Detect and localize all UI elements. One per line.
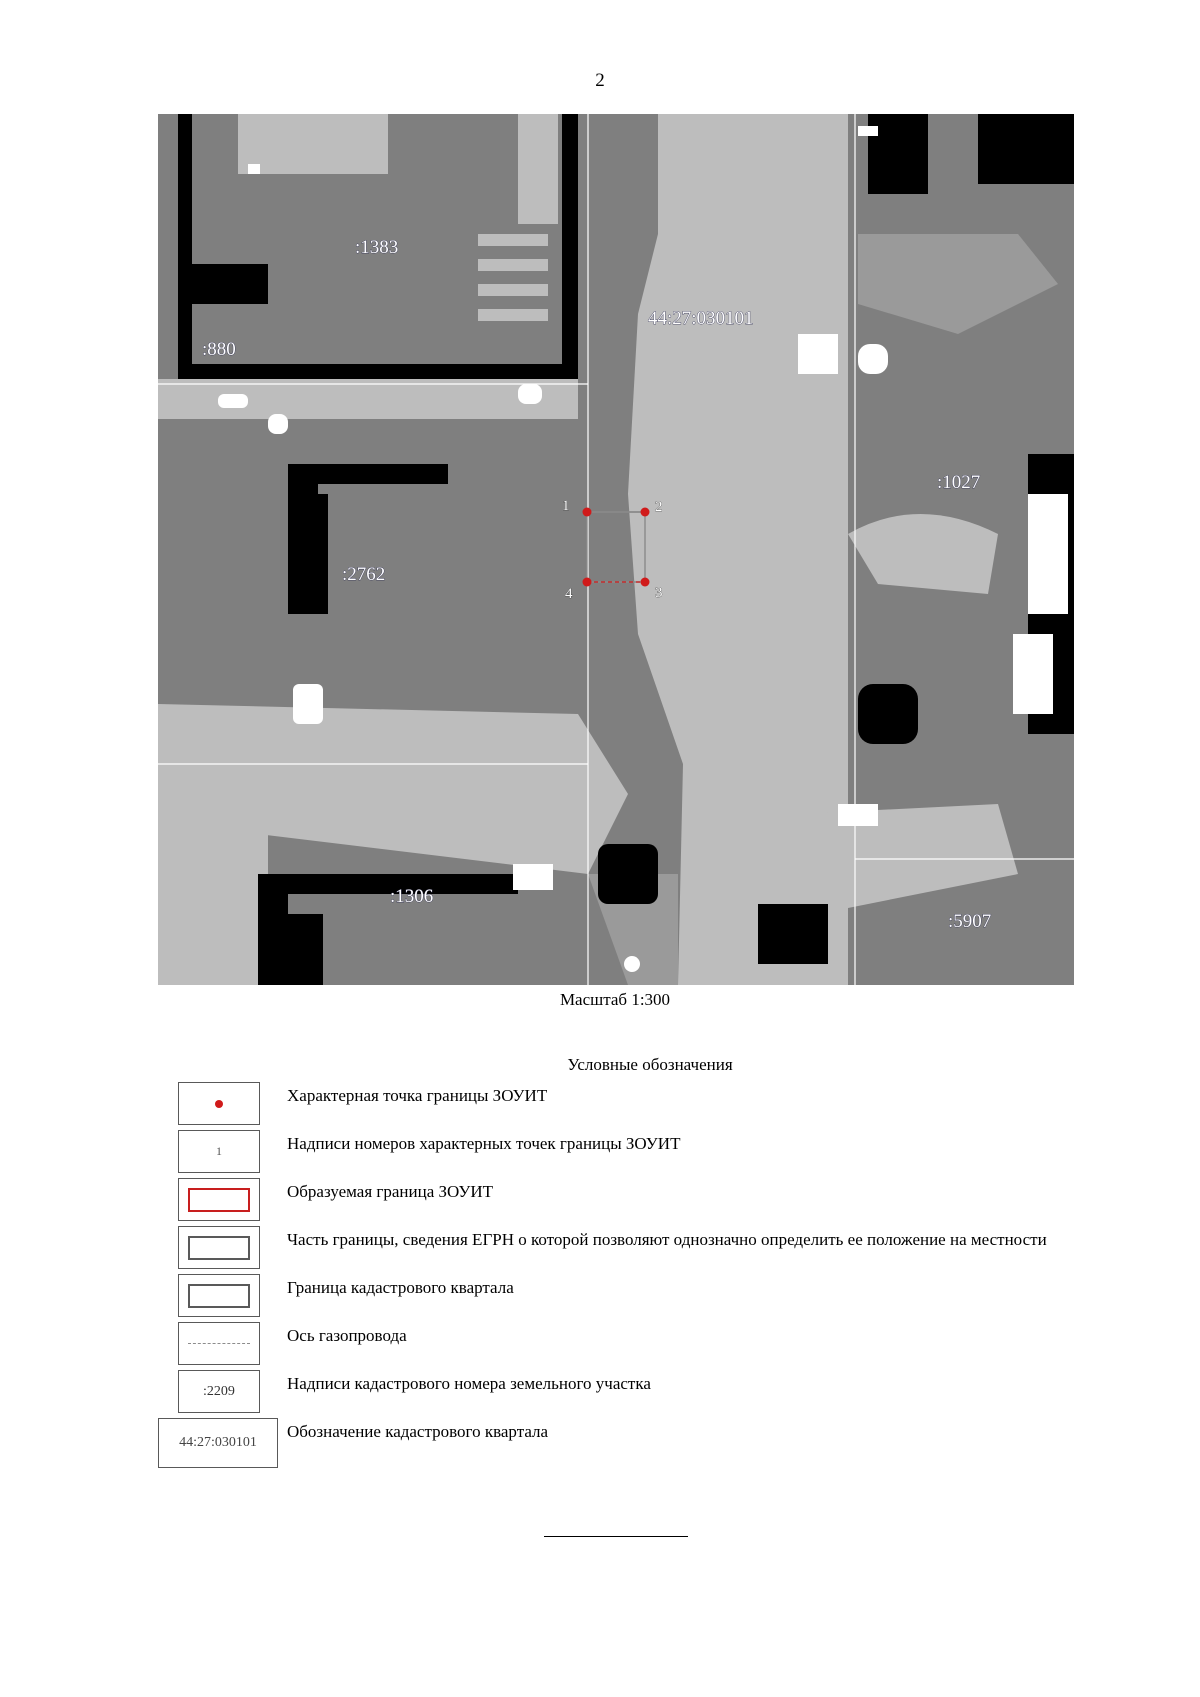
legend-symbol-box (178, 1130, 260, 1173)
red-point-symbol (215, 1100, 223, 1108)
boundary-point-4[interactable] (583, 578, 592, 587)
parcel-label-1306: :1306 (390, 886, 434, 907)
point-label-2: 2 (655, 499, 663, 515)
legend-symbol-box (178, 1178, 260, 1221)
parcel-number-symbol: :2209 (203, 1383, 235, 1399)
legend-text: Обозначение кадастрового квартала (287, 1422, 549, 1441)
point-number-symbol: 1 (216, 1144, 222, 1158)
legend-symbol-box (178, 1082, 260, 1125)
dashed-line-symbol (188, 1343, 250, 1344)
boundary-point-1[interactable] (583, 508, 592, 517)
legend-symbol-box (178, 1322, 260, 1365)
legend-title: Условные обозначения (567, 1055, 733, 1074)
parcel-label-5907: :5907 (948, 911, 992, 932)
cadastral-map[interactable] (158, 114, 1074, 985)
point-label-3: 3 (655, 585, 663, 601)
page-number: 2 (595, 70, 605, 91)
legend-text: Характерная точка границы ЗОУИТ (287, 1086, 548, 1105)
legend-text: Образуемая граница ЗОУИТ (287, 1182, 494, 1201)
legend-text: Ось газопровода (287, 1326, 407, 1345)
legend-symbol-box (178, 1370, 260, 1413)
legend-text: Граница кадастрового квартала (287, 1278, 514, 1297)
legend-symbol-box (158, 1418, 278, 1468)
legend-symbol-box (178, 1226, 260, 1269)
legend-text: Часть границы, сведения ЕГРН о которой позволяют однозначно определить ее положение на местности (287, 1230, 1047, 1249)
footer-divider (544, 1536, 688, 1537)
legend-symbol-box (178, 1274, 260, 1317)
red-boundary-symbol (188, 1188, 250, 1212)
parcel-label-1027: :1027 (937, 472, 981, 493)
gray-boundary-symbol (188, 1236, 250, 1260)
map-scale: Масштаб 1:300 (559, 990, 671, 1009)
quarter-number-symbol: 44:27:030101 (179, 1435, 257, 1450)
legend-text: Надписи номеров характерных точек границы ЗОУИТ (287, 1134, 681, 1153)
gray-boundary-symbol (188, 1284, 250, 1308)
boundary-point-3[interactable] (641, 578, 650, 587)
parcel-label-880: :880 (202, 339, 236, 360)
parcel-label-1383: :1383 (355, 237, 399, 258)
parcel-label-2762: :2762 (342, 564, 386, 585)
legend-text: Надписи кадастрового номера земельного участка (287, 1374, 651, 1393)
point-label-1: 1 (562, 498, 570, 514)
boundary-point-2[interactable] (641, 508, 650, 517)
quarter-label: 44:27:030101 (648, 308, 754, 329)
point-label-4: 4 (565, 586, 573, 602)
